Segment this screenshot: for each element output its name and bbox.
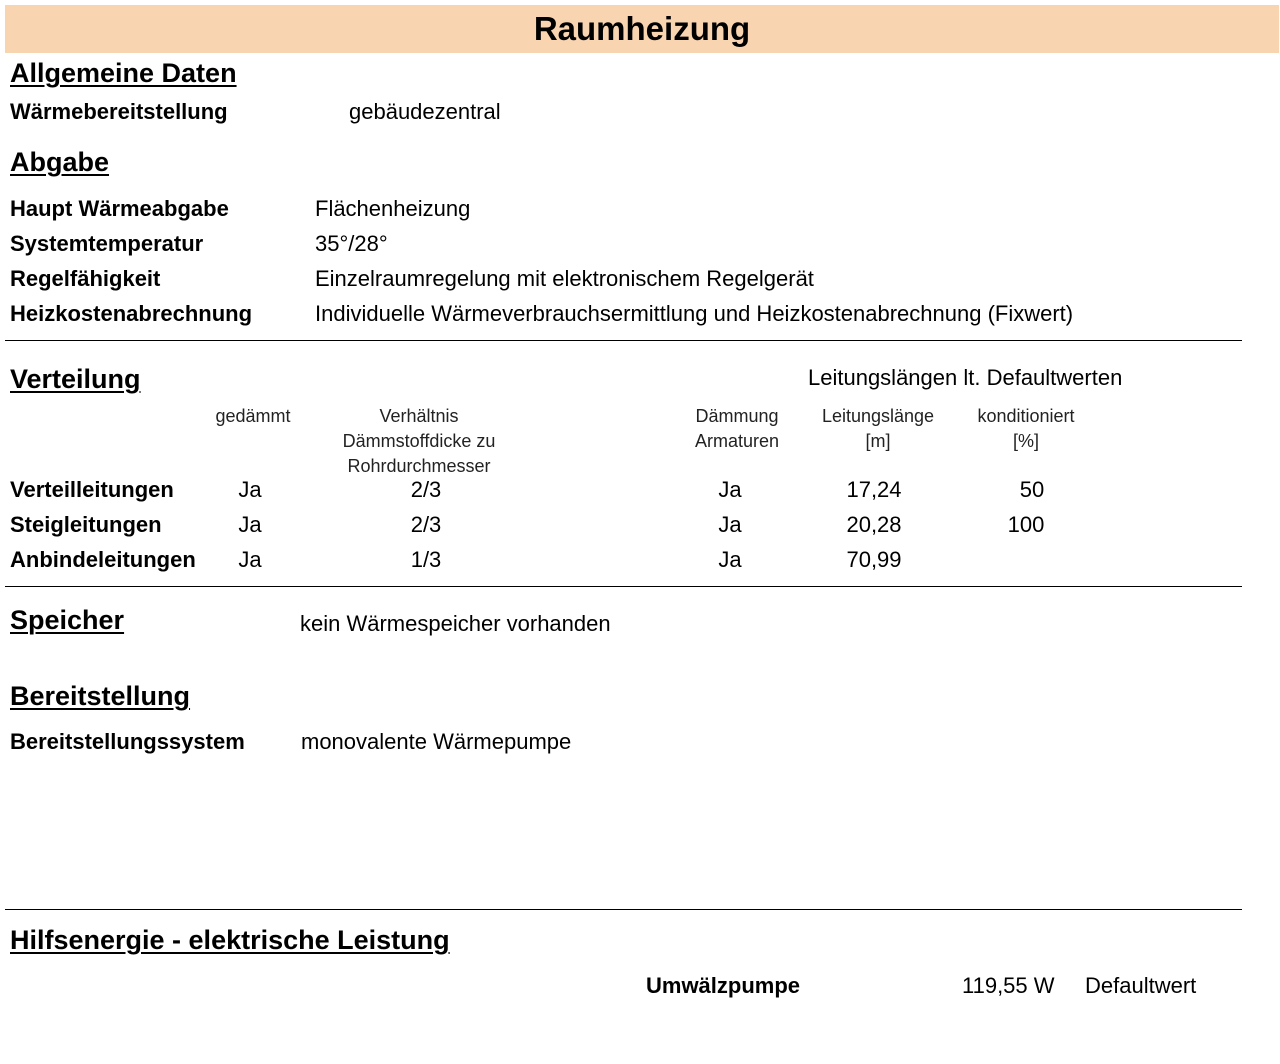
speicher-value: kein Wärmespeicher vorhanden [300, 611, 611, 636]
section-heading-allgemeine-daten: Allgemeine Daten [10, 58, 237, 88]
cell-gedaemmt: Ja [238, 477, 262, 502]
cell-gedaemmt: Ja [238, 512, 262, 537]
section-heading-abgabe: Abgabe [10, 147, 110, 177]
cell-leitungslaenge: 20,28 [846, 512, 902, 537]
verteilung-note: Leitungslängen lt. Defaultwerten [808, 365, 1123, 390]
col-header-daemmung-1: Dämmung [695, 406, 779, 426]
divider [5, 909, 1242, 910]
abgabe-value-heizkostenabrechnung: Individuelle Wärmeverbrauchsermittlung und Heizkostenabrechnung (Fixwert) [315, 301, 1074, 326]
cell-daemmung: Ja [718, 477, 742, 502]
row-name-steigleitungen: Steigleitungen [10, 512, 162, 537]
col-header-leitungslaenge-2: [m] [865, 431, 891, 451]
bereitstellungssystem-value: monovalente Wärmepumpe [301, 729, 572, 754]
cell-konditioniert: 50 [1019, 477, 1045, 502]
cell-daemmung: Ja [718, 547, 742, 572]
abgabe-label-systemtemperatur: Systemtemperatur [10, 231, 204, 256]
section-heading-verteilung: Verteilung [10, 364, 141, 394]
cell-konditioniert: 100 [1007, 512, 1045, 537]
col-header-verhaeltnis-1: Verhältnis [379, 406, 459, 426]
cell-daemmung: Ja [718, 512, 742, 537]
row-name-anbindeleitungen: Anbindeleitungen [10, 547, 196, 572]
col-header-konditioniert-1: konditioniert [977, 406, 1075, 426]
cell-leitungslaenge: 17,24 [846, 477, 902, 502]
abgabe-value-systemtemperatur: 35°/28° [315, 231, 388, 256]
umwaelzpumpe-label: Umwälzpumpe [646, 973, 801, 998]
cell-verhaeltnis: 2/3 [410, 512, 442, 537]
section-heading-bereitstellung: Bereitstellung [10, 681, 191, 711]
abgabe-label-regelfaehigkeit: Regelfähigkeit [10, 266, 161, 291]
divider [5, 586, 1242, 587]
abgabe-label-haupt-waermeabgabe: Haupt Wärmeabgabe [10, 196, 229, 221]
abgabe-label-heizkostenabrechnung: Heizkostenabrechnung [10, 301, 253, 326]
col-header-konditioniert-2: [%] [1012, 431, 1039, 451]
col-header-daemmung-2: Armaturen [694, 431, 780, 451]
cell-verhaeltnis: 1/3 [410, 547, 442, 572]
col-header-gedaemmt: gedämmt [215, 406, 291, 426]
waermebereitstellung-label: Wärmebereitstellung [10, 99, 228, 124]
umwaelzpumpe-note: Defaultwert [1085, 973, 1197, 998]
cell-leitungslaenge: 70,99 [846, 547, 902, 572]
col-header-leitungslaenge-1: Leitungslänge [821, 406, 935, 426]
abgabe-value-regelfaehigkeit: Einzelraumregelung mit elektronischem Regelgerät [315, 266, 814, 291]
umwaelzpumpe-value: 119,55 W [962, 973, 1055, 998]
row-name-verteilleitungen: Verteilleitungen [10, 477, 174, 502]
divider [5, 340, 1242, 341]
section-heading-hilfsenergie: Hilfsenergie - elektrische Leistung [10, 925, 450, 955]
title-banner [5, 5, 1279, 53]
abgabe-value-haupt-waermeabgabe: Flächenheizung [315, 196, 471, 221]
waermebereitstellung-value: gebäudezentral [349, 99, 501, 124]
cell-verhaeltnis: 2/3 [410, 477, 442, 502]
col-header-verhaeltnis-2: Dämmstoffdicke zu [342, 431, 496, 451]
bereitstellungssystem-label: Bereitstellungssystem [10, 729, 245, 754]
page-title: Raumheizung [533, 10, 751, 47]
cell-gedaemmt: Ja [238, 547, 262, 572]
col-header-verhaeltnis-3: Rohrdurchmesser [347, 456, 491, 476]
section-heading-speicher: Speicher [10, 605, 125, 635]
